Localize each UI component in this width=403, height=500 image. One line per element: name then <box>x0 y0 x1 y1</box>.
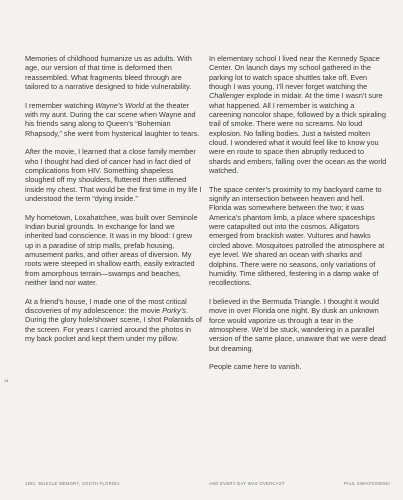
paragraph-vanish <box>209 362 387 371</box>
paragraph-text: at the theater with my aunt. During the car scene when Wayne and his friends sang along to Queen’s “Bohemian Rhapsody,” she went from hysterical laughter to tears. <box>25 100 200 138</box>
footer-book-title: AND EVERY DAY WAS OVERCAST <box>209 481 285 486</box>
right-column <box>209 54 387 381</box>
film-title: Porky’s <box>162 306 186 316</box>
shuttle-name: Challenger <box>209 91 245 101</box>
footer-author: PAUL KWIATKOWSKI <box>344 481 391 486</box>
paragraph-after-movie <box>25 147 202 203</box>
paragraph-text: After the movie, I learned that a close family member who I thought had died of cancer had in fact died of complications from HIV. Something shapeless sloughed off my shoulders, fluttered then stiffened inside my chest. That would be the first time in my life I understood the term “dying inside.” <box>25 147 202 204</box>
paragraph-text: Memories of childhood humanize us as adults. With age, our version of that time is deformed then reassembled. What fragments bleed through are tailored to a narrative designed to hide vulnerability. <box>25 54 192 92</box>
paragraph-hometown <box>25 213 202 288</box>
paragraph-heaven-and-hell <box>209 185 387 288</box>
paragraph-text: explode in midair. At the time I wasn’t sure what happened. All I remember is watching a careening noncolor shape, followed by a thick spiraling trail of smoke. There were no screams. No loud explosion. No falling bodies. Just a twisted molten cloud. I wondered what it would feel like to know you were en route to space then abruptly reduced to shards and embers, falling over the ocean as the world watched. <box>209 91 387 176</box>
paragraph-text: The space center’s proximity to my backyard came to signify an intersection between heaven and hell. Florida was somewhere between the two; it was America’s phantom limb, a place where spaceships were catapulted out into the cosmos. Alligators emerged from brackish water. Vultures and hawks circled above. Mosquitoes patrolled the atmosphere at eye level. We shared an ocean with sharks and dolphins. There were no seasons, only variations of humidity. Time slithered, festering in a damp wake of recollections. <box>209 184 385 288</box>
paragraph-waynes-world <box>25 101 202 138</box>
paragraph-bermuda-triangle <box>209 297 387 353</box>
paragraph-text: I remember watching <box>25 100 96 110</box>
paragraph-childhood-memories <box>25 54 202 91</box>
paragraph-text: At a friend’s house, I made one of the most critical discoveries of my adolescence: the movie <box>25 296 187 316</box>
left-column <box>25 54 202 353</box>
paragraph-text: In elementary school I lived near the Kennedy Space Center. On launch days my school gathered in the parking lot to watch space shuttles take off. Even though I was young, I’ll never forget watching the <box>209 54 380 92</box>
page-number: 14 <box>4 378 9 383</box>
footer-chapter-title: 1991: MUSCLE MEMORY, SOUTH FLORIDA <box>25 481 120 486</box>
film-title: Wayne’s World <box>95 100 145 110</box>
paragraph-text: I believed in the Bermuda Triangle. I thought it would move in over Florida one night. By dusk an unknown force would vaporize us through a tear in the atmosphere. We’d be stuck, wandering in a parallel version of the same place, unaware that we were dead but dreaming. <box>209 296 386 353</box>
paragraph-space-center <box>209 54 387 175</box>
paragraph-text: My hometown, Loxahatchee, was built over Seminole Indian burial grounds. In exchange for land we inherited bad conscience. It was in my blood: I grew up in a paradise of strip malls, prefab housing, amusement parks, and other areas of diversion. My roots were steeped in shallow earth, easily extracted from amorphous terrain—swamps and beaches, neither land nor water. <box>25 212 198 288</box>
paragraph-porkys <box>25 297 202 344</box>
paragraph-text: . During the glory hole/shower scene, I shot Polaroids of the screen. For years I carried around the photos in my back pocket and kept them under my pillow. <box>25 306 202 344</box>
paragraph-text: People came here to vanish. <box>209 362 302 372</box>
